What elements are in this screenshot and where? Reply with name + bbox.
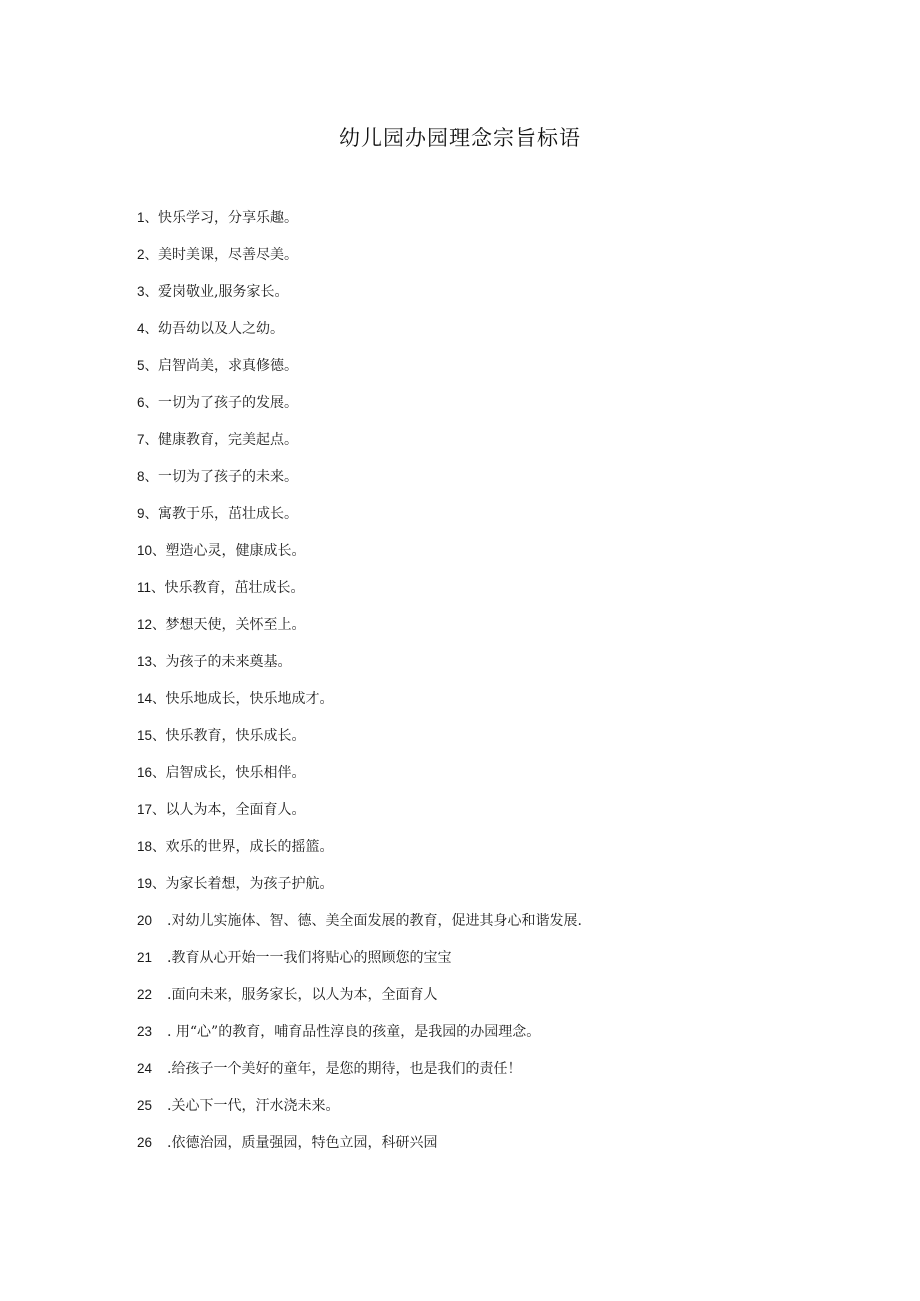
item-text: 塑造心灵，健康成长。	[165, 543, 306, 559]
item-text: .教育从心开始一一我们将贴心的照顾您的宝宝	[167, 950, 452, 966]
item-text: 欢乐的世界，成长的摇篮。	[165, 839, 334, 855]
item-text: .给孩子一个美好的童年，是您的期待，也是我们的责任！	[167, 1061, 522, 1077]
item-text: 爱岗敬业,服务家长。	[158, 284, 289, 300]
item-number: 15、	[137, 728, 166, 743]
item-number: 17、	[137, 802, 166, 817]
item-text: 为家长着想，为孩子护航。	[165, 876, 334, 892]
item-text: 一切为了孩子的发展。	[158, 395, 299, 411]
item-text: 启智成长，快乐相伴。	[165, 765, 306, 781]
list-item	[137, 1057, 582, 1094]
list-item	[137, 539, 582, 576]
item-number: 25	[137, 1098, 153, 1113]
list-item	[137, 1131, 582, 1168]
item-text: .依德治园，质量强园，特色立园，科研兴园	[167, 1135, 438, 1151]
item-text: .对幼儿实施体、智、德、美全面发展的教育，促进其身心和谐发展.	[167, 913, 582, 929]
item-number: 9、	[137, 506, 159, 521]
list-item	[137, 280, 582, 317]
item-text: 为孩子的未来奠基。	[165, 654, 292, 670]
list-item	[137, 1020, 582, 1057]
list-item	[137, 872, 582, 909]
item-text: 一切为了孩子的未来。	[158, 469, 299, 485]
item-number: 1、	[137, 210, 159, 225]
list-item	[137, 909, 582, 946]
item-text: .关心下一代，汗水浇未来。	[167, 1098, 340, 1114]
item-text: 快乐地成长，快乐地成才。	[165, 691, 334, 707]
list-item	[137, 317, 582, 354]
item-number: 5、	[137, 358, 159, 373]
item-text: 快乐学习，分享乐趣。	[158, 210, 299, 226]
list-item	[137, 576, 582, 613]
item-number: 26	[137, 1135, 153, 1150]
item-text: .面向未来，服务家长，以人为本，全面育人	[167, 987, 438, 1003]
list-item	[137, 502, 582, 539]
item-text: 健康教育，完美起点。	[158, 432, 299, 448]
list-item	[137, 206, 582, 243]
list-item	[137, 650, 582, 687]
item-number: 12、	[137, 617, 166, 632]
item-number: 16、	[137, 765, 166, 780]
list-item	[137, 391, 582, 428]
page-title: 幼儿园办园理念宗旨标语	[339, 126, 581, 150]
list-item	[137, 798, 582, 835]
item-text: . 用“心”的教育，哺育品性淳良的孩童，是我园的办园理念。	[167, 1024, 541, 1040]
list-item	[137, 724, 582, 761]
list-item	[137, 687, 582, 724]
item-number: 10、	[137, 543, 166, 558]
item-number: 14、	[137, 691, 166, 706]
item-text: 梦想天使，关怀至上。	[165, 617, 306, 633]
item-number: 21	[137, 950, 153, 965]
list-item	[137, 465, 582, 502]
item-text: 美时美课，尽善尽美。	[158, 247, 299, 263]
item-number: 8、	[137, 469, 159, 484]
list-item	[137, 428, 582, 465]
item-text: 寓教于乐，茁壮成长。	[158, 506, 299, 522]
item-number: 23	[137, 1024, 153, 1039]
list-item	[137, 613, 582, 650]
item-number: 4、	[137, 321, 159, 336]
list-item	[137, 761, 582, 798]
item-text: 以人为本，全面育人。	[165, 802, 306, 818]
item-number: 22	[137, 987, 153, 1002]
item-number: 2、	[137, 247, 159, 262]
list-item	[137, 835, 582, 872]
item-text: 快乐教育，快乐成长。	[165, 728, 306, 744]
item-number: 18、	[137, 839, 166, 854]
slogan-list	[137, 206, 582, 1168]
item-number: 3、	[137, 284, 159, 299]
list-item	[137, 1094, 582, 1131]
item-number: 20	[137, 913, 153, 928]
item-number: 11、	[137, 580, 165, 595]
list-item	[137, 354, 582, 391]
list-item	[137, 946, 582, 983]
list-item	[137, 983, 582, 1020]
item-number: 13、	[137, 654, 166, 669]
item-number: 6、	[137, 395, 159, 410]
item-number: 19、	[137, 876, 166, 891]
item-text: 快乐教育，茁壮成长。	[164, 580, 305, 596]
item-number: 7、	[137, 432, 159, 447]
list-item	[137, 243, 582, 280]
item-text: 启智尚美，求真修德。	[158, 358, 299, 374]
item-text: 幼吾幼以及人之幼。	[158, 321, 285, 337]
item-number: 24	[137, 1061, 153, 1076]
